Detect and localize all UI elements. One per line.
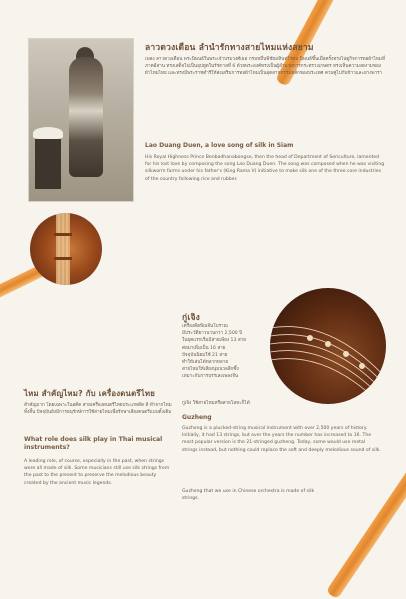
section2-body-english: A leading role, of course, especially in the past, when strings were all made of silk. Some musicians still use silk strings from the past to the present to preserve the melodious beauty created by the ancient music legends. [24, 459, 170, 486]
portrait-hat [33, 127, 63, 139]
thai-instrument-photo [30, 213, 102, 285]
poem-line: ต่อมาเพิ่มเป็น 16 สาย [182, 345, 226, 351]
section1-body-thai: เพลง ลาวดวงเดือน พระนิพนธ์ในพระเจ้าบรมวงศ์เธอ กรมหมื่นพิชัยมหินทโรดม นิพนธ์ขึ้นเมื่อครั้งทรงไปดูกิจการทอผ้าไหมที่ภาคอีสาน ทรงเสด็จไปเป็นอุปทูตในรัชกาลที่ 6 ด้วยพระองค์ทรงเป็นผู้อำนวยการกระทรวงเกษตร ทรงเห็นความงดงามของผ้าไหมไทย และทรงมีพระราชดำริให้ส่งเสริมการทอผ้าไหมเป็นอุตสาหกรรมหลักของประเทศ ควบคู่ไปกับข้าวและยางพารา [145, 57, 385, 77]
section3-body-english-2: Guzheng that we use in Chinese orchestra is made of silk strings. [182, 489, 315, 502]
poem-line: ทำให้เล่นได้หลากหลาย [182, 360, 229, 366]
poem-line: มีประวัติยาวนานกว่า 2,500 ปี [182, 331, 243, 337]
instrument-strings [30, 213, 102, 285]
poem-line: สายไหมให้เสียงนุ่มนวลลึกซึ้ง [182, 367, 239, 373]
orange-silk-ribbon-bottom [326, 451, 406, 599]
section3-heading: Guzheng [182, 414, 212, 421]
section2-body-thai: สำคัญมาก โดยเฉพาะในอดีต สายเครื่องดนตรีไทยประเภทดีด สี ทำจากไหมทั้งสิ้น ปัจจุบันยังมีการอนุรักษ์การใช้สายไหมเพื่อรักษาเสียงดนตรีแบบดั้งเดิม [24, 403, 172, 416]
poem-line: เครื่องดีดพิณจีนโบราณ [182, 324, 228, 329]
section2-title: ไหม สำคัญไหม? กับ เครื่องดนตรีไทย [24, 389, 155, 398]
historic-portrait-photo [28, 38, 134, 202]
poem-line: ปัจจุบันนิยมใช้ 21 สาย [182, 352, 228, 358]
poem-line: เหมาะกับการบรรเลงเพลงจีน [182, 374, 239, 380]
section3-body-english: Guzheng is a plucked-string musical instrument with over 2,500 years of history. Initially, it had 13 strings, but over the years the number has increased to 16. The most popular version is the 21-stringed guzheng. Today, some would use metal strings instead, but nothing could replace the soft and deeply melodious sound of silk. [182, 426, 381, 453]
section3-title: กู่เจิง [182, 313, 200, 323]
section2-heading: What role does silk play in Thai musical instruments? [24, 436, 163, 451]
poem-line: ในยุคแรกเริ่มมีสายเพียง 13 สาย [182, 338, 246, 344]
section1-body-english: His Royal Highness Prince Benbadhanabongse, then the head of Department of Sericulture, lamented for his lost love by composing the song Lao Duang Duen. The song was composed when he was visiting silkworm farms under his father's (King Rama V) initiative to make silk one of the three core industries of the country following rice and rubber. [145, 155, 385, 182]
section1-subtitle: Lao Duang Duen, a love song of silk in Siam [145, 142, 294, 149]
section3-poem [182, 323, 292, 381]
section3-caption: กู่เจิง ใช้สายไหมหรือสายโลหะก็ได้ [182, 401, 250, 406]
section1-title: ลาวดวงเดือน ลำนำรักทางสายไหมแห่งสยาม [145, 43, 314, 53]
portrait-figure [69, 57, 103, 177]
portrait-table [35, 139, 61, 189]
